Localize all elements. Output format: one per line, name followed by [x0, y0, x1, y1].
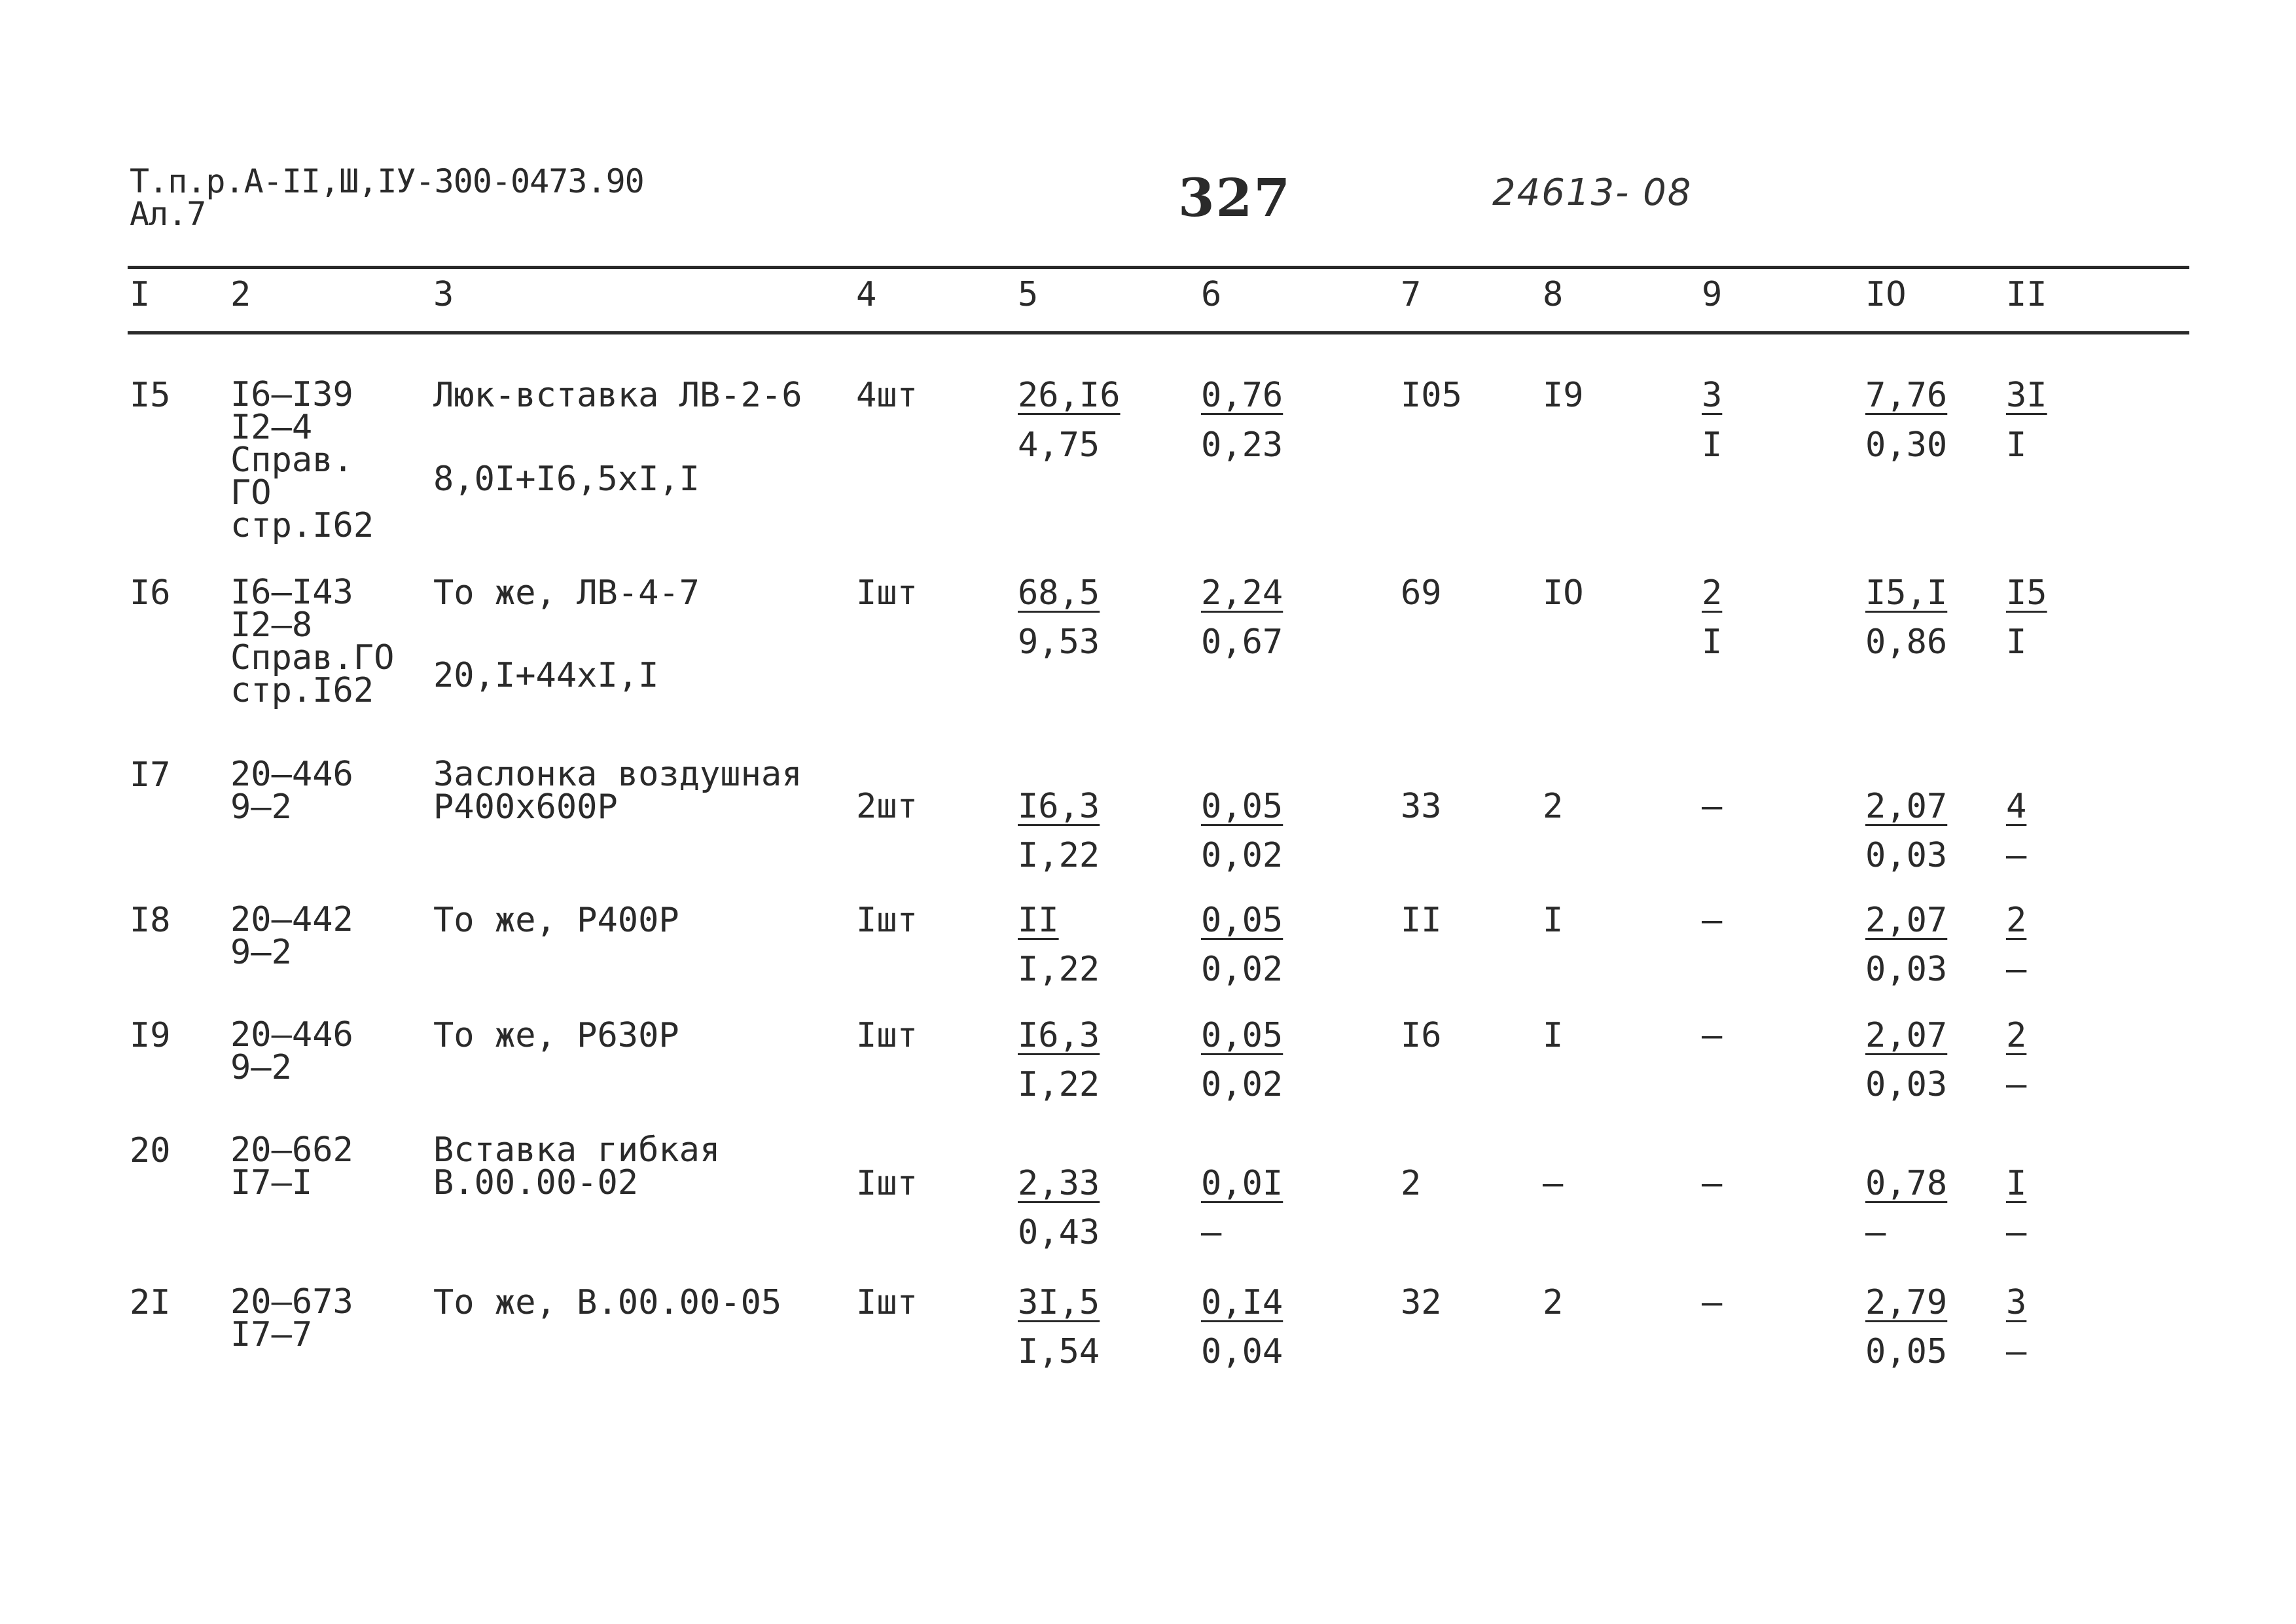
col6-denominator: 0,02	[1201, 1065, 1283, 1104]
col6-denominator: 0,23	[1201, 425, 1283, 465]
col6-denominator: 0,02	[1201, 836, 1283, 875]
item-name: Заслонка воздушная Р400х600Р	[433, 755, 802, 827]
col9-value: –	[1702, 1283, 1723, 1322]
col6-denominator: 0,04	[1201, 1332, 1283, 1371]
col10-numerator: 7,76	[1865, 376, 1948, 415]
column-header-9: 9	[1702, 275, 1723, 314]
quantity: Iшт	[856, 573, 918, 613]
col6-numerator: 0,0I	[1201, 1164, 1283, 1203]
quantity: Iшт	[856, 1164, 918, 1203]
row-number: I8	[130, 901, 171, 940]
column-header-4: 4	[856, 275, 877, 314]
col10-denominator: 0,86	[1865, 623, 1948, 662]
col11-numerator: I	[2006, 1164, 2027, 1203]
column-header-6: 6	[1201, 275, 1222, 314]
col11-denominator: I	[2006, 425, 2027, 465]
row-number: I7	[130, 755, 171, 795]
col9-denominator: I	[1702, 623, 1723, 662]
col11-denominator: –	[2006, 836, 2027, 875]
col10-denominator: 0,03	[1865, 1065, 1948, 1104]
col9-numerator: 3	[1702, 376, 1723, 415]
quantity: 4шт	[856, 376, 918, 415]
col5-numerator: 68,5	[1018, 573, 1100, 613]
col10-denominator: 0,03	[1865, 836, 1948, 875]
col5-denominator: I,22	[1018, 836, 1100, 875]
col8-value: –	[1543, 1164, 1564, 1203]
row-number: I9	[130, 1016, 171, 1055]
col10-numerator: 2,07	[1865, 1016, 1948, 1055]
col5-denominator: 9,53	[1018, 623, 1100, 662]
item-formula: 8,0I+I6,5xI,I	[433, 460, 700, 499]
col6-denominator: 0,67	[1201, 623, 1283, 662]
quantity: 2шт	[856, 787, 918, 826]
col7-value: 2	[1401, 1164, 1422, 1203]
col10-numerator: 2,07	[1865, 901, 1948, 940]
item-name: То же, ЛВ-4-7	[433, 573, 700, 613]
col8-value: I	[1543, 901, 1564, 940]
col6-denominator: –	[1201, 1213, 1222, 1252]
col7-value: 32	[1401, 1283, 1442, 1322]
col5-numerator: 26,I6	[1018, 376, 1121, 415]
col7-value: II	[1401, 901, 1442, 940]
col11-denominator: –	[2006, 1065, 2027, 1104]
col11-numerator: 3I	[2006, 376, 2047, 415]
col10-numerator: 2,79	[1865, 1283, 1948, 1322]
col9-value: –	[1702, 901, 1723, 940]
quantity: Iшт	[856, 901, 918, 940]
col9-numerator: 2	[1702, 573, 1723, 613]
col6-numerator: 0,76	[1201, 376, 1283, 415]
col5-numerator: 3I,5	[1018, 1283, 1100, 1322]
item-name: То же, Р400Р	[433, 901, 679, 940]
col7-value: I6	[1401, 1016, 1442, 1055]
col11-denominator: –	[2006, 1213, 2027, 1252]
col9-value: –	[1702, 787, 1723, 826]
row-number: I5	[130, 376, 171, 415]
col5-numerator: I6,3	[1018, 1016, 1100, 1055]
col6-numerator: 0,05	[1201, 1016, 1283, 1055]
col5-numerator: I6,3	[1018, 787, 1100, 826]
col11-denominator: I	[2006, 623, 2027, 662]
col7-value: 33	[1401, 787, 1442, 826]
col5-numerator: II	[1018, 901, 1059, 940]
col10-numerator: 0,78	[1865, 1164, 1948, 1203]
col11-numerator: 3	[2006, 1283, 2027, 1322]
col8-value: I	[1543, 1016, 1564, 1055]
resource-code: 20–442 9–2	[230, 900, 353, 972]
column-header-8: 8	[1543, 275, 1564, 314]
col8-value: IO	[1543, 573, 1584, 613]
table-top-rule	[128, 266, 2189, 269]
column-header-7: 7	[1401, 275, 1422, 314]
col6-denominator: 0,02	[1201, 950, 1283, 989]
handwritten-number: 24613- 08	[1492, 171, 1693, 214]
col6-numerator: 0,05	[1201, 901, 1283, 940]
header-bottom-rule	[128, 331, 2189, 334]
col5-denominator: 4,75	[1018, 425, 1100, 465]
column-header-11: II	[2006, 275, 2047, 314]
item-name: То же, Р630Р	[433, 1016, 679, 1055]
col10-denominator: –	[1865, 1213, 1886, 1252]
col8-value: I9	[1543, 376, 1584, 415]
col5-numerator: 2,33	[1018, 1164, 1100, 1203]
quantity: Iшт	[856, 1283, 918, 1322]
col11-numerator: 2	[2006, 1016, 2027, 1055]
row-number: I6	[130, 573, 171, 613]
col6-numerator: 2,24	[1201, 573, 1283, 613]
resource-code: 20–662 I7–I	[230, 1130, 353, 1202]
item-name: Люк-вставка ЛВ-2-6	[433, 376, 802, 415]
col9-value: –	[1702, 1164, 1723, 1203]
item-name: Вставка гибкая В.00.00-02	[433, 1130, 721, 1202]
quantity: Iшт	[856, 1016, 918, 1055]
resource-code: 20–673 I7–7	[230, 1282, 353, 1354]
document-code: Т.п.р.А-II,Ш,IУ-300-0473.90	[130, 162, 644, 200]
column-header-1: I	[130, 275, 151, 314]
col9-denominator: I	[1702, 425, 1723, 465]
resource-code: I6–I43 I2–8 Справ.ГО стр.I62	[230, 573, 395, 710]
album-number: Ал.7	[130, 195, 206, 233]
item-formula: 20,I+44xI,I	[433, 656, 659, 695]
col5-denominator: 0,43	[1018, 1213, 1100, 1252]
resource-code: 20–446 9–2	[230, 755, 353, 827]
resource-code: I6–I39 I2–4 Справ. ГО стр.I62	[230, 375, 374, 545]
col6-numerator: 0,05	[1201, 787, 1283, 826]
col7-value: 69	[1401, 573, 1442, 613]
column-header-3: 3	[433, 275, 454, 314]
col10-denominator: 0,05	[1865, 1332, 1948, 1371]
item-name: То же, В.00.00-05	[433, 1283, 782, 1322]
col10-numerator: 2,07	[1865, 787, 1948, 826]
col5-denominator: I,22	[1018, 950, 1100, 989]
col10-denominator: 0,03	[1865, 950, 1948, 989]
col6-numerator: 0,I4	[1201, 1283, 1283, 1322]
col11-denominator: –	[2006, 1332, 2027, 1371]
col11-numerator: 4	[2006, 787, 2027, 826]
col10-numerator: I5,I	[1865, 573, 1948, 613]
col5-denominator: I,22	[1018, 1065, 1100, 1104]
col5-denominator: I,54	[1018, 1332, 1100, 1371]
col11-denominator: –	[2006, 950, 2027, 989]
column-header-10: IO	[1865, 275, 1907, 314]
col10-denominator: 0,30	[1865, 425, 1948, 465]
row-number: 2I	[130, 1283, 171, 1322]
col8-value: 2	[1543, 787, 1564, 826]
row-number: 20	[130, 1131, 171, 1170]
col7-value: I05	[1401, 376, 1462, 415]
col11-numerator: I5	[2006, 573, 2047, 613]
col9-value: –	[1702, 1016, 1723, 1055]
column-header-5: 5	[1018, 275, 1039, 314]
col8-value: 2	[1543, 1283, 1564, 1322]
column-header-2: 2	[230, 275, 251, 314]
col11-numerator: 2	[2006, 901, 2027, 940]
resource-code: 20–446 9–2	[230, 1015, 353, 1087]
page-number: 327	[1178, 167, 1291, 228]
